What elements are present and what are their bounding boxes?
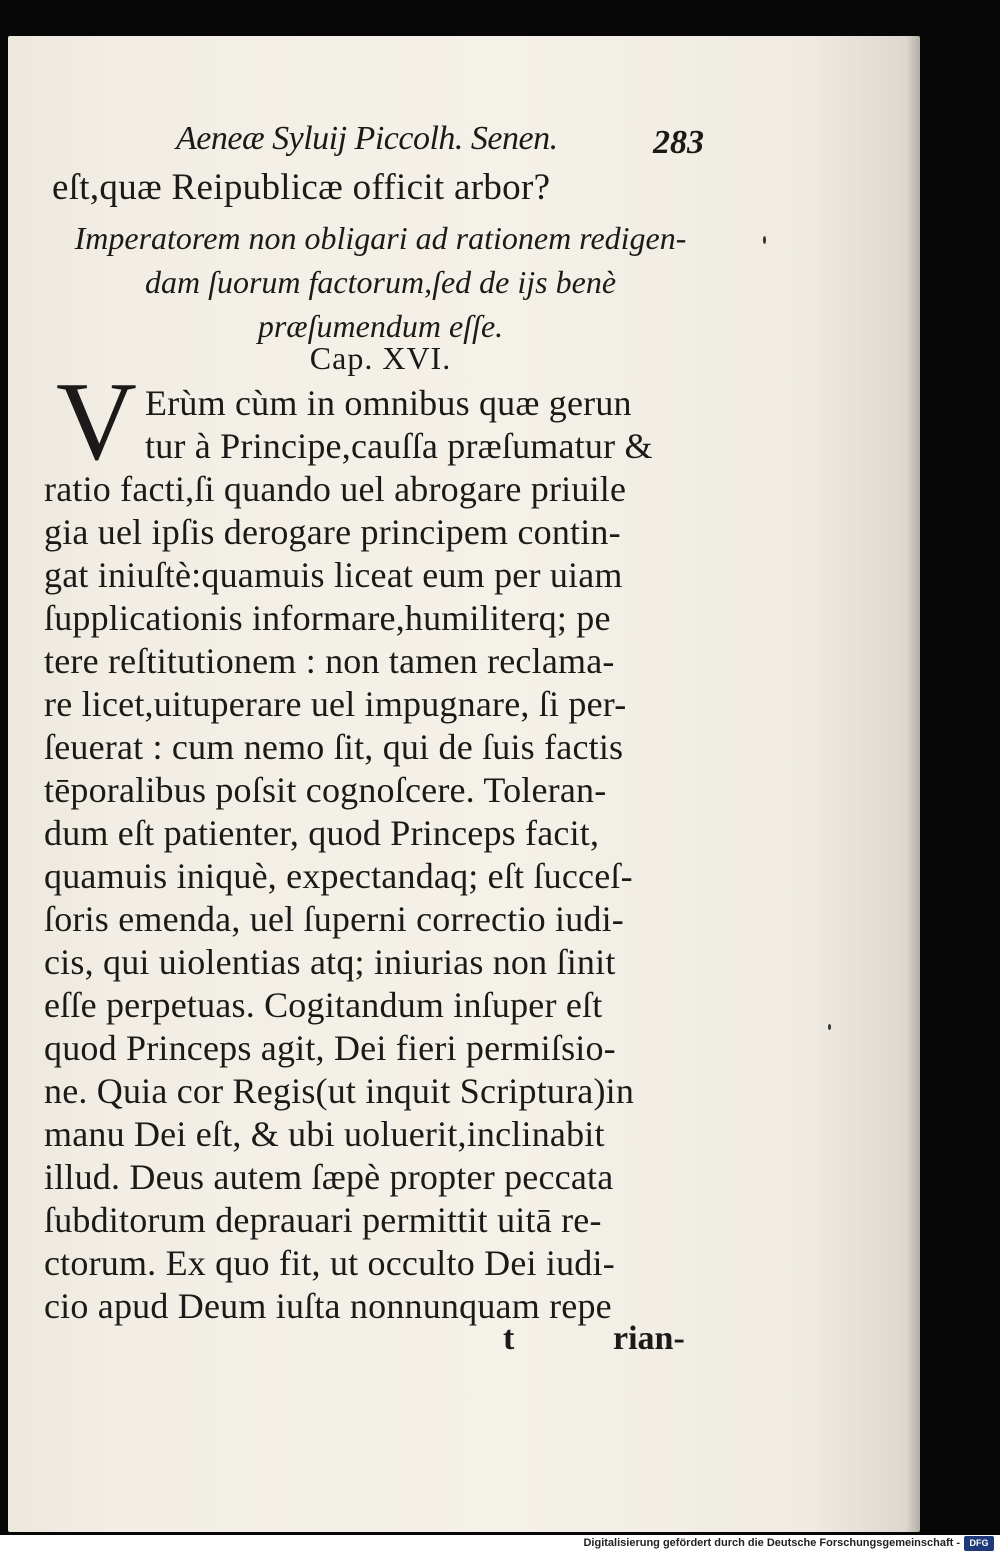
drop-cap: V	[56, 360, 137, 484]
body-line: quod Princeps agit, Dei fieri permiſsio-	[44, 1028, 616, 1068]
body-line: re licet,uituperare uel impugnare, ſi per-	[44, 684, 627, 724]
signature-mark: t	[503, 1320, 515, 1357]
heading-line: præſumendum eſſe.	[257, 308, 504, 344]
heading-line: Imperatorem non obligari ad rationem redigen-	[74, 220, 687, 256]
paper-speck	[828, 1024, 831, 1030]
body-line: ſubditorum deprauari permittit uitā re-	[44, 1200, 602, 1240]
body-line: ratio facti,ſi quando uel abrogare priuile	[44, 469, 627, 509]
body-line: cio apud Deum iuſta nonnunquam repe	[44, 1286, 612, 1326]
heading-line: dam ſuorum factorum,ſed de ijs benè	[144, 264, 617, 300]
chapter-heading	[48, 216, 713, 348]
body-line: cis, qui uiolentias atq; iniurias non ſinit	[44, 942, 616, 982]
chapter-number: Cap. XVI.	[309, 340, 452, 376]
page-number: 283	[653, 124, 704, 161]
funding-credit: Digitalisierung gefördert durch die Deutsche Forschungsgemeinschaft -	[583, 1537, 960, 1549]
page-edge-shadow	[906, 36, 920, 1532]
body-line: gia uel ipſis derogare principem contin-	[44, 512, 621, 552]
footer-bar	[0, 1535, 1000, 1555]
running-head: Aeneæ Syluij Piccolh. Senen.	[176, 120, 558, 157]
carry-over-line: eſt,quæ Reipublicæ officit arbor?	[52, 167, 551, 208]
body-line: ne. Quia cor Regis(ut inquit Scriptura)in	[44, 1071, 635, 1111]
body-line: tēporalibus poſsit cognoſcere. Toleran-	[44, 770, 607, 810]
paper-speck	[763, 236, 766, 244]
body-line: gat iniuſtè:quamuis liceat eum per uiam	[44, 555, 623, 595]
body-line: Erùm cùm in omnibus quæ gerun	[145, 383, 632, 423]
body-line: ſeuerat : cum nemo ſit, qui de ſuis factis	[44, 727, 624, 767]
body-line: manu Dei eſt, & ubi uoluerit,inclinabit	[44, 1114, 605, 1154]
body-line: ctorum. Ex quo fit, ut occulto Dei iudi-	[44, 1243, 615, 1283]
body-line: ſoris emenda, uel ſuperni correctio iudi-	[44, 899, 624, 939]
body-line: quamuis iniquè, expectandaq; eſt ſucceſ-	[44, 856, 633, 896]
dfg-logo: DFG	[964, 1536, 994, 1551]
body-line: tur à Principe,cauſſa præſumatur &	[145, 426, 653, 466]
body-line: illud. Deus autem ſæpè propter peccata	[44, 1157, 614, 1197]
body-line: eſſe perpetuas. Cogitandum inſuper eſt	[44, 985, 603, 1025]
body-line: dum eſt patienter, quod Princeps facit,	[44, 813, 600, 853]
body-line: tere reſtitutionem : non tamen reclama-	[44, 641, 615, 681]
catchword: rian-	[613, 1320, 685, 1357]
book-page	[8, 36, 920, 1532]
body-line: ſupplicationis informare,humiliterq; pe	[44, 598, 611, 638]
